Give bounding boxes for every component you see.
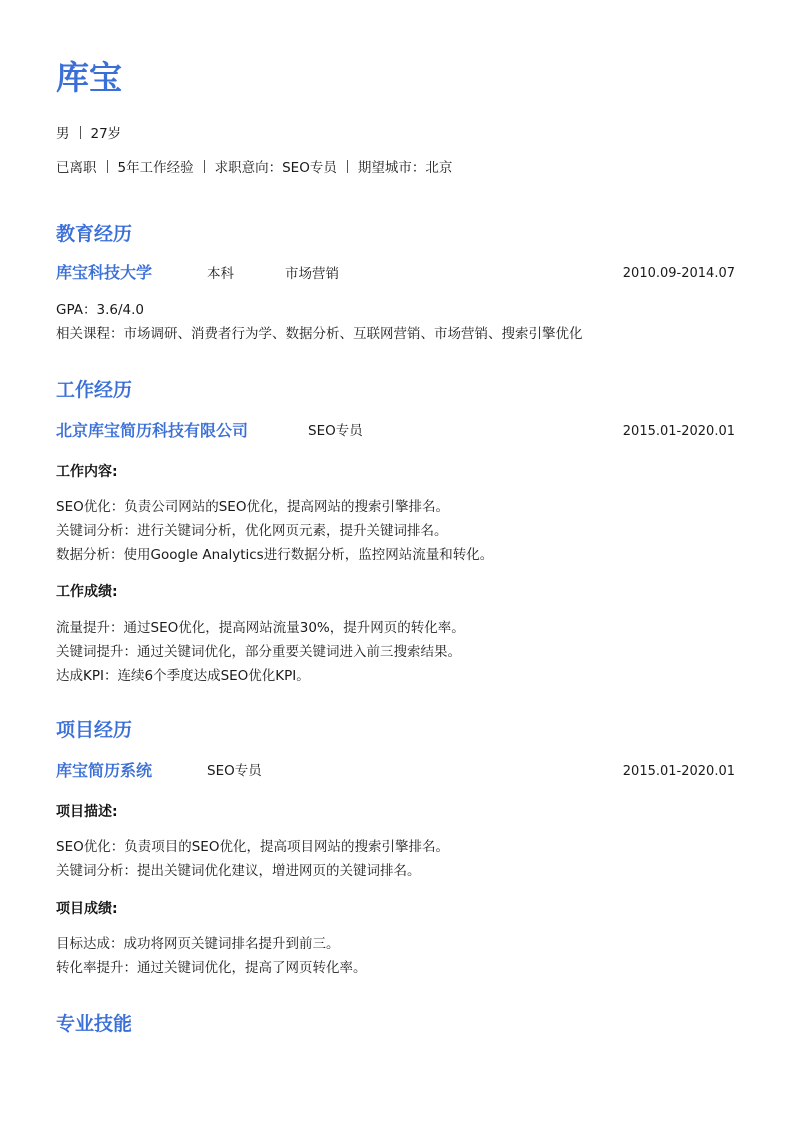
list-item: SEO优化：负责项目的SEO优化，提高项目网站的搜索引擎排名。 — [56, 839, 449, 855]
separator — [107, 160, 108, 173]
work-content-list — [56, 495, 493, 567]
education-date: 2010.09-2014.07 — [622, 266, 735, 281]
related-courses: 相关课程：市场调研、消费者行为学、数据分析、互联网营销、市场营销、搜索引擎优化 — [56, 326, 583, 342]
separator — [80, 126, 81, 139]
work-section-title: 工作经历 — [56, 379, 133, 401]
list-item: 关键词提升：通过关键词优化，部分重要关键词进入前三搜索结果。 — [56, 644, 461, 660]
project-results-heading: 项目成绩: — [56, 901, 118, 917]
expected-city: 期望城市：北京 — [357, 160, 453, 176]
basic-info-row — [56, 124, 121, 144]
project-role: SEO专员 — [207, 763, 262, 779]
list-item: 关键词分析：提出关键词优化建议，增进网页的关键词排名。 — [56, 863, 421, 879]
work-role: SEO专员 — [308, 423, 363, 439]
list-item: SEO优化：负责公司网站的SEO优化，提高网站的搜索引擎排名。 — [56, 499, 449, 515]
work-content-heading: 工作内容: — [56, 464, 118, 480]
list-item: 数据分析：使用Google Analytics进行数据分析，监控网站流量和转化。 — [56, 547, 494, 563]
work-results-heading: 工作成绩: — [56, 584, 118, 600]
project-name: 库宝简历系统 — [56, 761, 153, 780]
project-desc-list — [56, 835, 449, 883]
project-date: 2015.01-2020.01 — [622, 764, 735, 779]
work-results-list — [56, 616, 465, 688]
separator — [204, 160, 205, 173]
project-results-list — [56, 932, 367, 980]
project-desc-heading: 项目描述: — [56, 804, 118, 820]
degree: 本科 — [207, 266, 234, 282]
list-item: 目标达成：成功将网页关键词排名提升到前三。 — [56, 936, 340, 952]
job-intent: 求职意向：SEO专员 — [214, 160, 337, 176]
job-info-row — [56, 158, 452, 178]
education-details — [56, 298, 583, 346]
project-section-title: 项目经历 — [56, 719, 133, 741]
employment-status: 已离职 — [56, 160, 97, 176]
candidate-name: 库宝 — [56, 58, 122, 97]
list-item: 达成KPI：连续6个季度达成SEO优化KPI。 — [56, 668, 310, 684]
work-date: 2015.01-2020.01 — [622, 424, 735, 439]
list-item: 流量提升：通过SEO优化，提高网站流量30%，提升网页的转化率。 — [56, 620, 465, 636]
company-name: 北京库宝简历科技有限公司 — [56, 421, 249, 440]
work-experience: 5年工作经验 — [117, 160, 194, 176]
age: 27岁 — [90, 126, 122, 142]
major: 市场营销 — [285, 266, 339, 282]
school-name: 库宝科技大学 — [56, 263, 153, 282]
education-section-title: 教育经历 — [56, 223, 133, 245]
separator — [347, 160, 348, 173]
list-item: 关键词分析：进行关键词分析，优化网页元素，提升关键词排名。 — [56, 523, 448, 539]
gender: 男 — [56, 126, 70, 142]
skills-section-title: 专业技能 — [56, 1013, 133, 1035]
gpa: GPA：3.6/4.0 — [56, 302, 144, 318]
list-item: 转化率提升：通过关键词优化，提高了网页转化率。 — [56, 960, 367, 976]
